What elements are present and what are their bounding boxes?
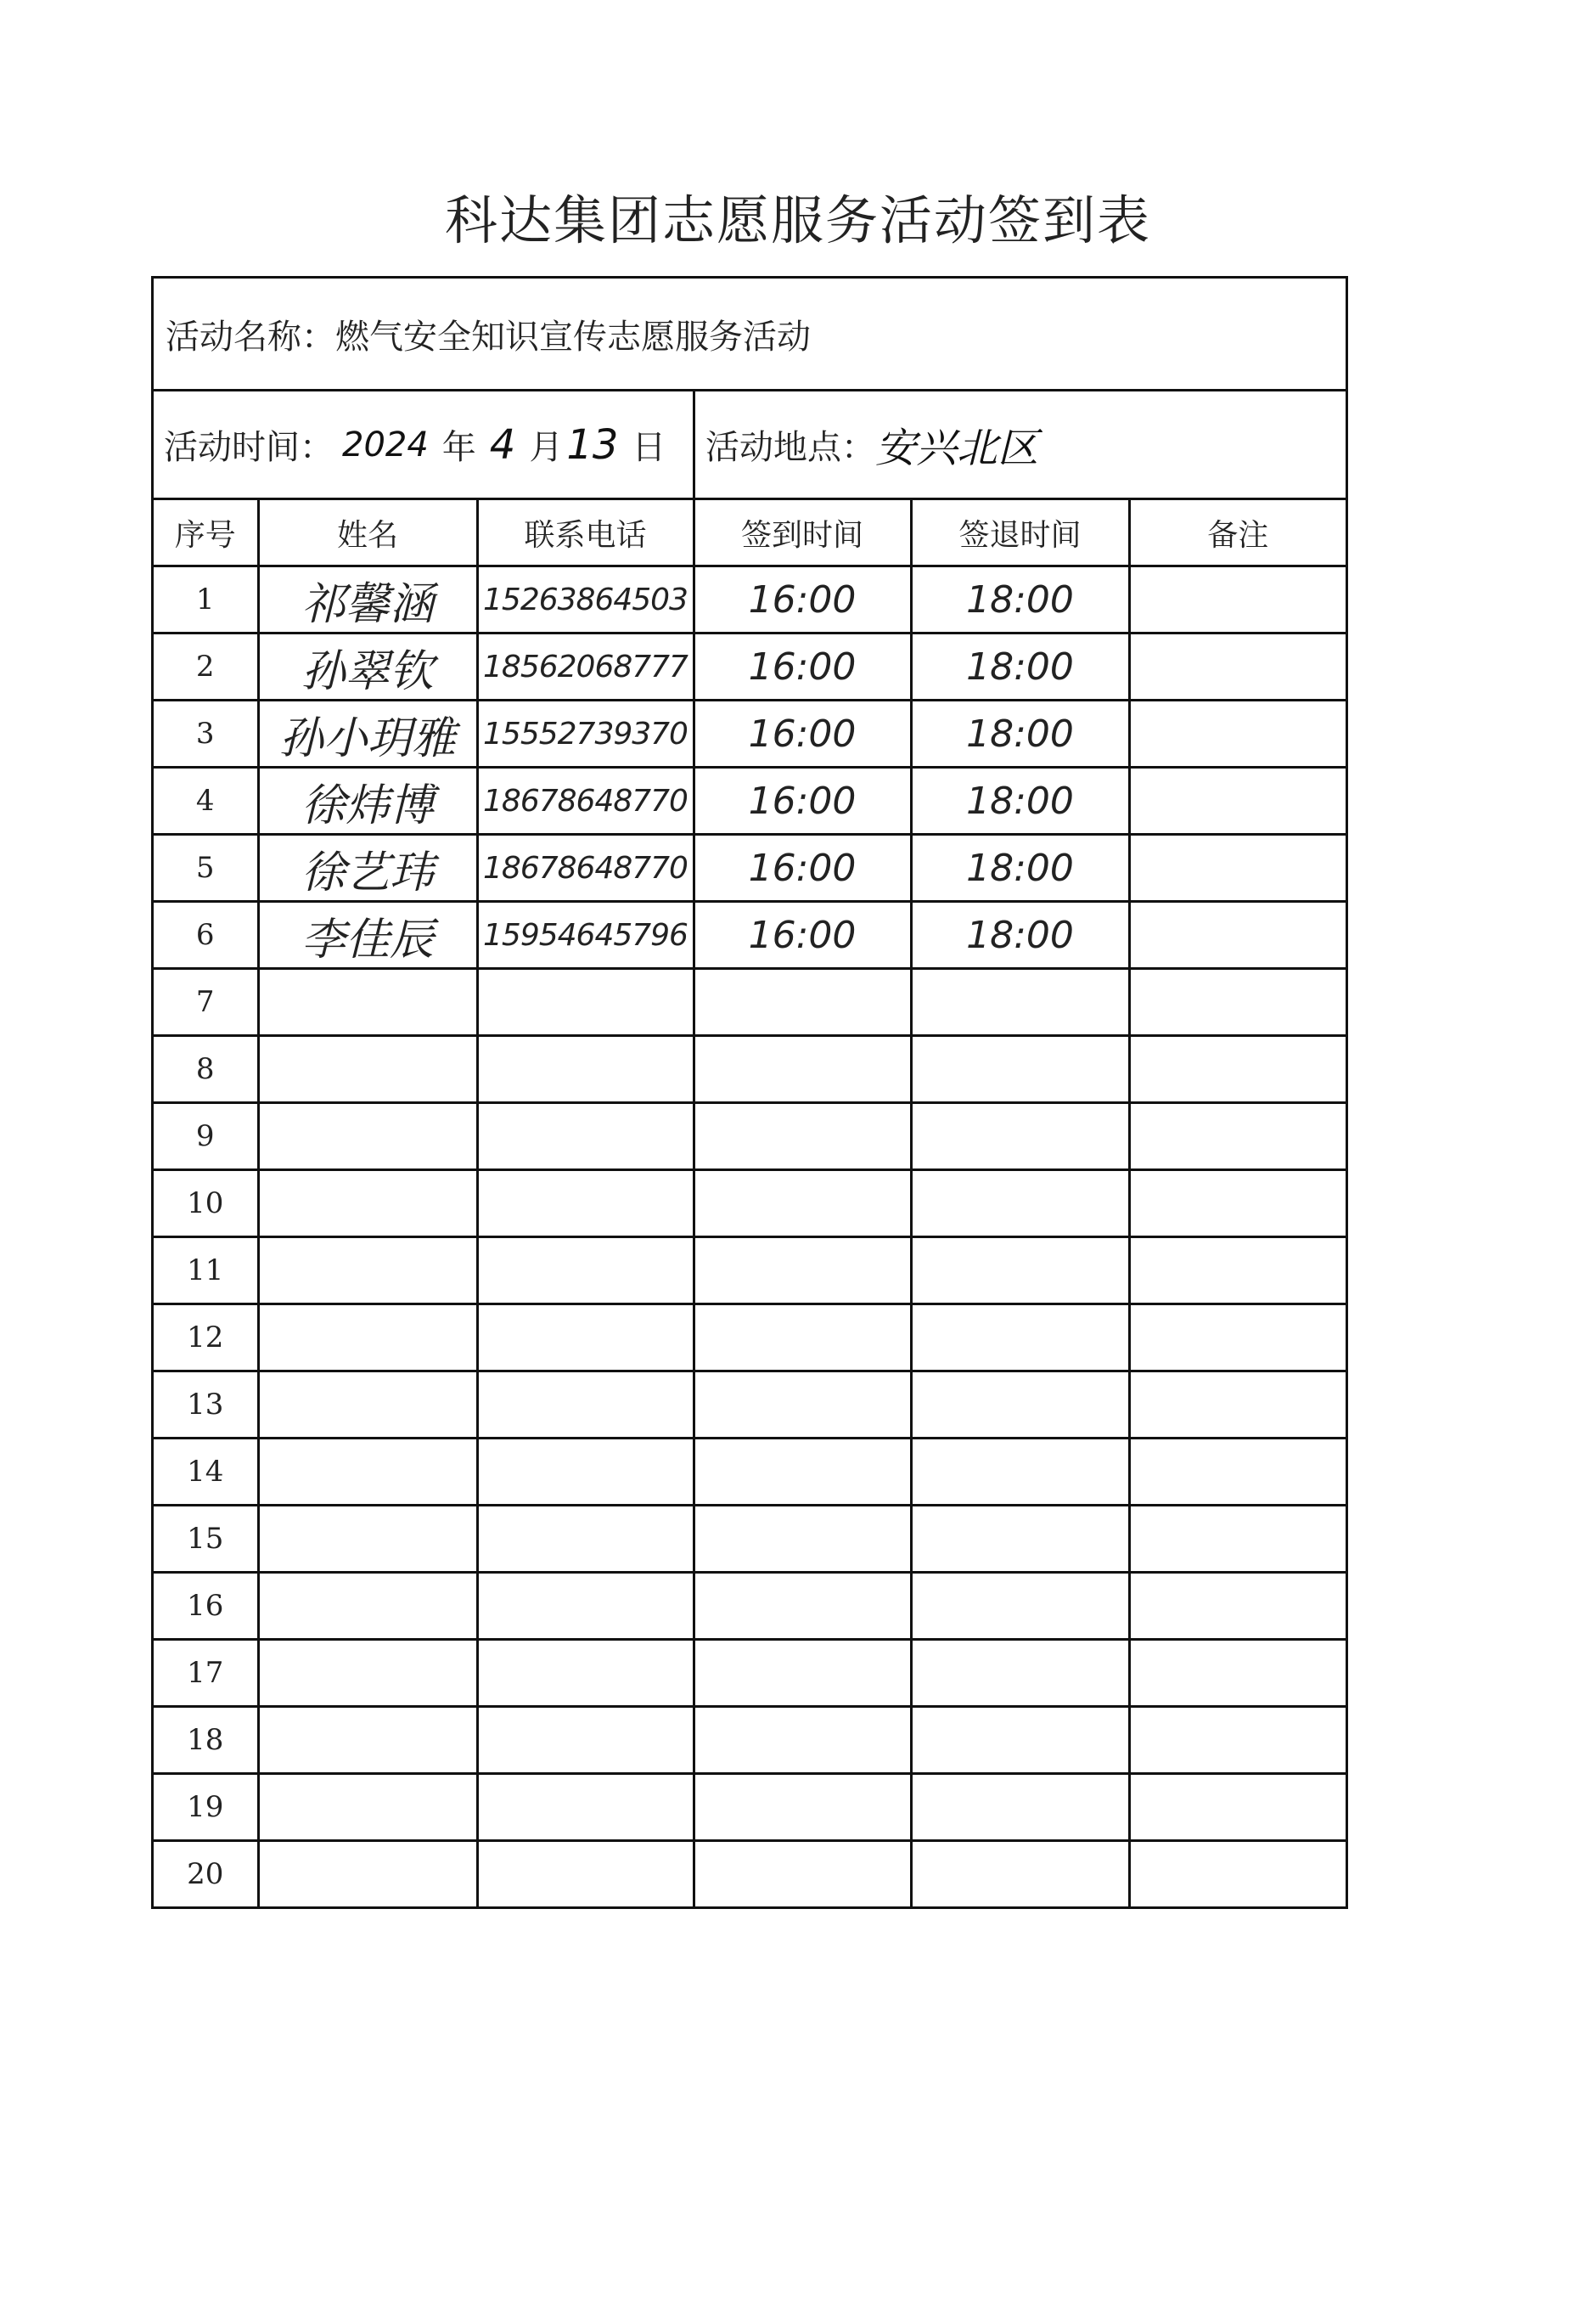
activity-month: 4 xyxy=(489,420,516,469)
row-phone xyxy=(477,1707,694,1774)
table-row xyxy=(154,1640,1346,1707)
table-row xyxy=(154,1371,1346,1439)
row-notes xyxy=(1129,633,1346,701)
page-title: 科达集团志愿服务活动签到表 xyxy=(444,189,1151,251)
row-name xyxy=(258,1841,477,1907)
row-sign-in-time xyxy=(694,1103,911,1170)
row-sign-out-time: 18:00 xyxy=(911,768,1129,835)
row-index: 5 xyxy=(154,835,258,902)
activity-name-value: 燃气安全知识宣传志愿服务活动 xyxy=(335,317,811,357)
table-body xyxy=(154,566,1346,1907)
row-phone: 18562068777 xyxy=(477,633,694,701)
row-notes xyxy=(1129,1103,1346,1170)
table-row xyxy=(154,1439,1346,1506)
row-notes xyxy=(1129,1036,1346,1103)
row-sign-out-time xyxy=(911,1707,1129,1774)
activity-meta-row xyxy=(154,391,1346,500)
row-sign-in-time: 16:00 xyxy=(694,902,911,969)
row-sign-out-time xyxy=(911,1237,1129,1304)
row-notes xyxy=(1129,1640,1346,1707)
row-notes xyxy=(1129,701,1346,768)
row-name xyxy=(258,1774,477,1841)
row-sign-in-time xyxy=(694,1237,911,1304)
row-sign-out-time: 18:00 xyxy=(911,566,1129,633)
row-sign-out-time xyxy=(911,1774,1129,1841)
row-notes xyxy=(1129,1573,1346,1640)
table-row xyxy=(154,1170,1346,1237)
row-sign-out-time xyxy=(911,1103,1129,1170)
row-sign-in-time xyxy=(694,1439,911,1506)
table-row xyxy=(154,1506,1346,1573)
row-sign-in-time: 16:00 xyxy=(694,701,911,768)
row-sign-in-time: 16:00 xyxy=(694,835,911,902)
row-sign-in-time xyxy=(694,1707,911,1774)
row-name xyxy=(258,1304,477,1371)
row-notes xyxy=(1129,1439,1346,1506)
row-sign-in-time xyxy=(694,1304,911,1371)
table-row xyxy=(154,1707,1346,1774)
row-name xyxy=(258,1506,477,1573)
row-index: 2 xyxy=(154,633,258,701)
sign-in-table xyxy=(154,500,1346,1906)
row-sign-in-time xyxy=(694,1774,911,1841)
row-sign-in-time xyxy=(694,1841,911,1907)
row-name xyxy=(258,1237,477,1304)
table-row xyxy=(154,701,1346,768)
row-index: 3 xyxy=(154,701,258,768)
row-sign-out-time: 18:00 xyxy=(911,835,1129,902)
column-header-phone: 联系电话 xyxy=(477,500,694,566)
row-notes xyxy=(1129,1774,1346,1841)
row-sign-out-time xyxy=(911,1304,1129,1371)
table-row xyxy=(154,566,1346,633)
row-notes xyxy=(1129,1841,1346,1907)
activity-year-unit: 年 xyxy=(441,428,476,467)
row-index: 13 xyxy=(154,1371,258,1439)
row-index: 19 xyxy=(154,1774,258,1841)
row-sign-out-time xyxy=(911,1371,1129,1439)
row-sign-out-time xyxy=(911,969,1129,1036)
row-notes xyxy=(1129,1506,1346,1573)
column-header-notes: 备注 xyxy=(1129,500,1346,566)
row-index: 12 xyxy=(154,1304,258,1371)
activity-place-cell xyxy=(695,391,1346,498)
row-name: 孙翠钦 xyxy=(258,633,477,701)
row-sign-out-time xyxy=(911,1640,1129,1707)
row-name xyxy=(258,1103,477,1170)
row-sign-out-time xyxy=(911,1506,1129,1573)
column-header-name: 姓名 xyxy=(258,500,477,566)
column-header-sign-in-time: 签到时间 xyxy=(694,500,911,566)
row-notes xyxy=(1129,566,1346,633)
row-sign-in-time: 16:00 xyxy=(694,633,911,701)
row-notes xyxy=(1129,1304,1346,1371)
row-phone xyxy=(477,1506,694,1573)
row-notes xyxy=(1129,1170,1346,1237)
row-phone xyxy=(477,1573,694,1640)
column-header-index: 序号 xyxy=(154,500,258,566)
row-phone xyxy=(477,1841,694,1907)
table-row xyxy=(154,768,1346,835)
column-header-sign-out-time: 签退时间 xyxy=(911,500,1129,566)
row-notes xyxy=(1129,1237,1346,1304)
row-name xyxy=(258,1036,477,1103)
row-index: 11 xyxy=(154,1237,258,1304)
row-index: 8 xyxy=(154,1036,258,1103)
row-sign-in-time xyxy=(694,1506,911,1573)
activity-time-cell xyxy=(154,391,695,498)
row-phone: 15263864503 xyxy=(477,566,694,633)
table-row xyxy=(154,969,1346,1036)
row-index: 6 xyxy=(154,902,258,969)
row-notes xyxy=(1129,1371,1346,1439)
row-index: 9 xyxy=(154,1103,258,1170)
row-notes xyxy=(1129,1707,1346,1774)
row-sign-in-time xyxy=(694,1371,911,1439)
row-sign-in-time xyxy=(694,1640,911,1707)
table-row xyxy=(154,902,1346,969)
row-sign-in-time xyxy=(694,1170,911,1237)
row-phone: 15954645796 xyxy=(477,902,694,969)
row-name xyxy=(258,1371,477,1439)
row-phone: 15552739370 xyxy=(477,701,694,768)
row-name xyxy=(258,969,477,1036)
table-row xyxy=(154,835,1346,902)
row-phone xyxy=(477,1371,694,1439)
row-index: 17 xyxy=(154,1640,258,1707)
row-phone xyxy=(477,1170,694,1237)
row-notes xyxy=(1129,835,1346,902)
row-phone: 18678648770 xyxy=(477,835,694,902)
row-index: 1 xyxy=(154,566,258,633)
row-notes xyxy=(1129,969,1346,1036)
row-sign-out-time: 18:00 xyxy=(911,633,1129,701)
row-name xyxy=(258,1439,477,1506)
row-name xyxy=(258,1573,477,1640)
activity-day-unit: 日 xyxy=(632,428,666,467)
row-index: 15 xyxy=(154,1506,258,1573)
row-sign-in-time xyxy=(694,1036,911,1103)
row-notes xyxy=(1129,768,1346,835)
row-sign-out-time xyxy=(911,1170,1129,1237)
row-index: 10 xyxy=(154,1170,258,1237)
row-name: 孙小玥雅 xyxy=(258,701,477,768)
table-row xyxy=(154,1841,1346,1907)
row-sign-out-time: 18:00 xyxy=(911,902,1129,969)
row-index: 4 xyxy=(154,768,258,835)
row-phone xyxy=(477,969,694,1036)
row-name: 祁馨涵 xyxy=(258,566,477,633)
row-sign-out-time: 18:00 xyxy=(911,701,1129,768)
row-name xyxy=(258,1707,477,1774)
table-row xyxy=(154,1036,1346,1103)
row-index: 16 xyxy=(154,1573,258,1640)
activity-place-value: 安兴北区 xyxy=(875,425,1039,472)
row-index: 20 xyxy=(154,1841,258,1907)
row-sign-in-time xyxy=(694,1573,911,1640)
row-sign-in-time xyxy=(694,969,911,1036)
row-name: 徐艺玮 xyxy=(258,835,477,902)
row-index: 7 xyxy=(154,969,258,1036)
table-row xyxy=(154,1237,1346,1304)
activity-name-row xyxy=(154,279,1346,391)
row-sign-in-time: 16:00 xyxy=(694,566,911,633)
row-sign-in-time: 16:00 xyxy=(694,768,911,835)
row-name: 徐炜博 xyxy=(258,768,477,835)
table-row xyxy=(154,1573,1346,1640)
row-sign-out-time xyxy=(911,1036,1129,1103)
activity-name-label: 活动名称： xyxy=(166,317,335,357)
row-index: 14 xyxy=(154,1439,258,1506)
sign-in-sheet xyxy=(151,276,1348,1909)
row-phone xyxy=(477,1774,694,1841)
activity-month-unit: 月 xyxy=(529,428,564,467)
table-row xyxy=(154,1774,1346,1841)
table-row xyxy=(154,1103,1346,1170)
row-sign-out-time xyxy=(911,1573,1129,1640)
row-sign-out-time xyxy=(911,1841,1129,1907)
row-name: 李佳辰 xyxy=(258,902,477,969)
activity-day: 13 xyxy=(566,420,619,469)
row-phone xyxy=(477,1640,694,1707)
activity-time-label: 活动时间： xyxy=(164,428,334,467)
row-index: 18 xyxy=(154,1707,258,1774)
row-name xyxy=(258,1640,477,1707)
table-row xyxy=(154,633,1346,701)
row-phone: 18678648770 xyxy=(477,768,694,835)
row-phone xyxy=(477,1439,694,1506)
row-sign-out-time xyxy=(911,1439,1129,1506)
row-name xyxy=(258,1170,477,1237)
row-phone xyxy=(477,1304,694,1371)
activity-year: 2024 xyxy=(342,425,429,465)
row-phone xyxy=(477,1036,694,1103)
table-header-row xyxy=(154,500,1346,566)
row-phone xyxy=(477,1103,694,1170)
table-row xyxy=(154,1304,1346,1371)
activity-place-label: 活动地点： xyxy=(705,428,875,467)
row-notes xyxy=(1129,902,1346,969)
row-phone xyxy=(477,1237,694,1304)
